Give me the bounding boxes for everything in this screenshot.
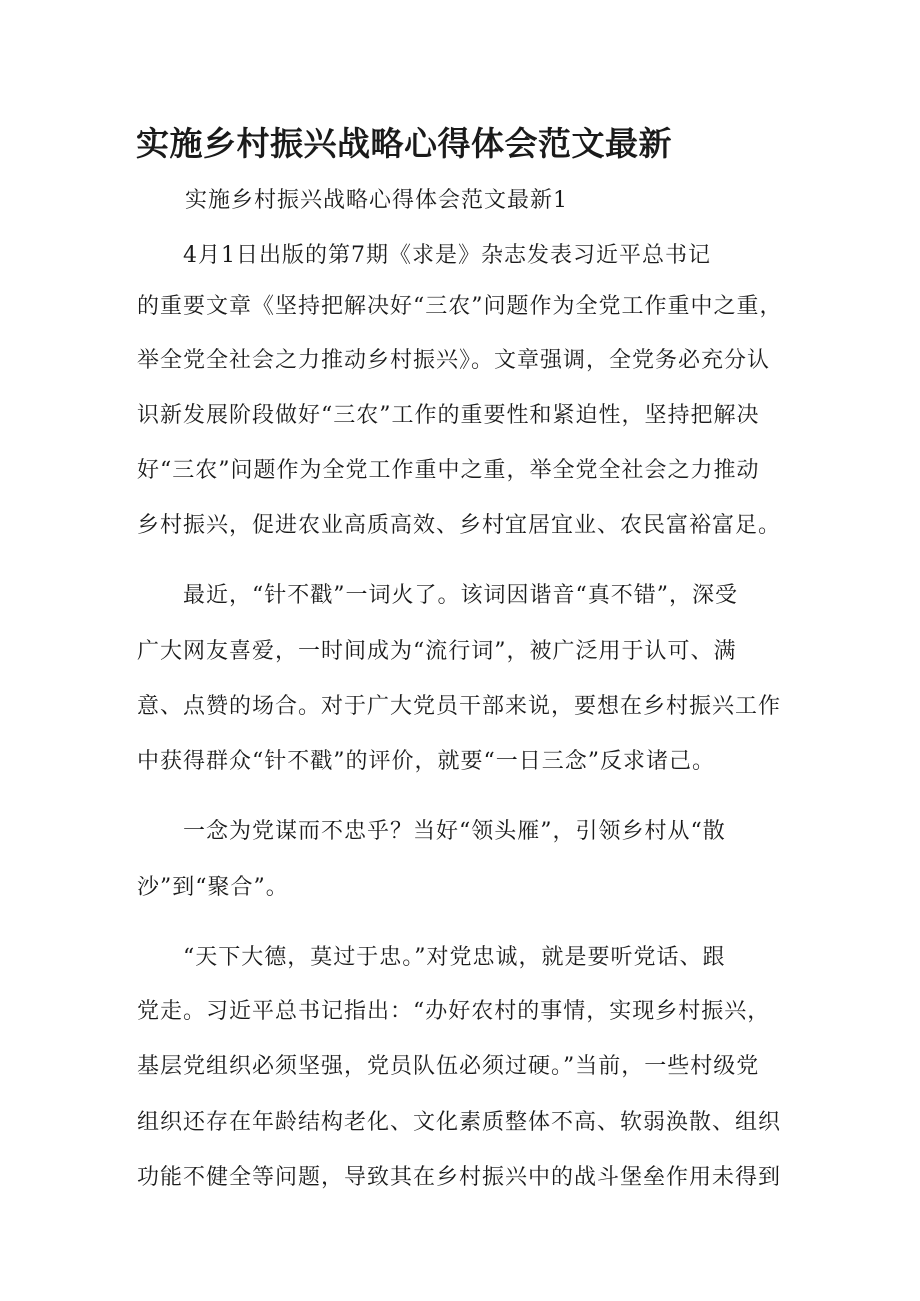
paragraph-4-line-1: “天下大德，莫过于忠。”对党忠诚，就是要听党话、跟 [183, 945, 726, 970]
paragraph-4-line-2: 党走。习近平总书记指出：“办好农村的事情，实现乡村振兴， [137, 999, 771, 1024]
paragraph-4-line-5: 功能不健全等问题，导致其在乡村振兴中的战斗堡垒作用未得到 [137, 1165, 782, 1190]
document-subtitle: 实施乡村振兴战略心得体会范文最新1 [185, 188, 568, 213]
paragraph-1-line-4: 识新发展阶段做好“三农”工作的重要性和紧迫性，坚持把解决 [137, 403, 760, 428]
paragraph-1-line-5: 好“三农”问题作为全党工作重中之重，举全党全社会之力推动 [137, 458, 760, 483]
paragraph-2-line-4: 中获得群众“针不戳”的评价，就要“一日三念”反求诸己。 [137, 749, 715, 774]
paragraph-4-line-3: 基层党组织必须坚强，党员队伍必须过硬。”当前，一些村级党 [137, 1054, 760, 1079]
paragraph-3-line-1: 一念为党谋而不忠乎？当好“领头雁”，引领乡村从“散 [183, 819, 726, 844]
paragraph-2-line-3: 意、点赞的场合。对于广大党员干部来说，要想在乡村振兴工作 [137, 694, 782, 719]
paragraph-2-line-2: 广大网友喜爱，一时间成为“流行词”，被广泛用于认可、满 [137, 639, 737, 664]
paragraph-2-line-1: 最近，“针不戳”一词火了。该词因谐音“真不错”，深受 [183, 583, 738, 608]
paragraph-3-line-2: 沙”到“聚合”。 [137, 875, 289, 900]
paragraph-4-line-4: 组织还存在年龄结构老化、文化素质整体不高、软弱涣散、组织 [137, 1110, 782, 1135]
paragraph-1-line-6: 乡村振兴，促进农业高质高效、乡村宜居宜业、农民富裕富足。 [137, 513, 782, 538]
document-title: 实施乡村振兴战略心得体会范文最新 [136, 124, 672, 163]
paragraph-1-line-2: 的重要文章《坚持把解决好“三农”问题作为全党工作重中之重， [137, 294, 783, 319]
paragraph-1-line-1: 4月1日出版的第7期《求是》杂志发表习近平总书记 [183, 243, 711, 268]
paragraph-1-line-3: 举全党全社会之力推动乡村振兴》。文章强调，全党务必充分认 [137, 348, 771, 373]
